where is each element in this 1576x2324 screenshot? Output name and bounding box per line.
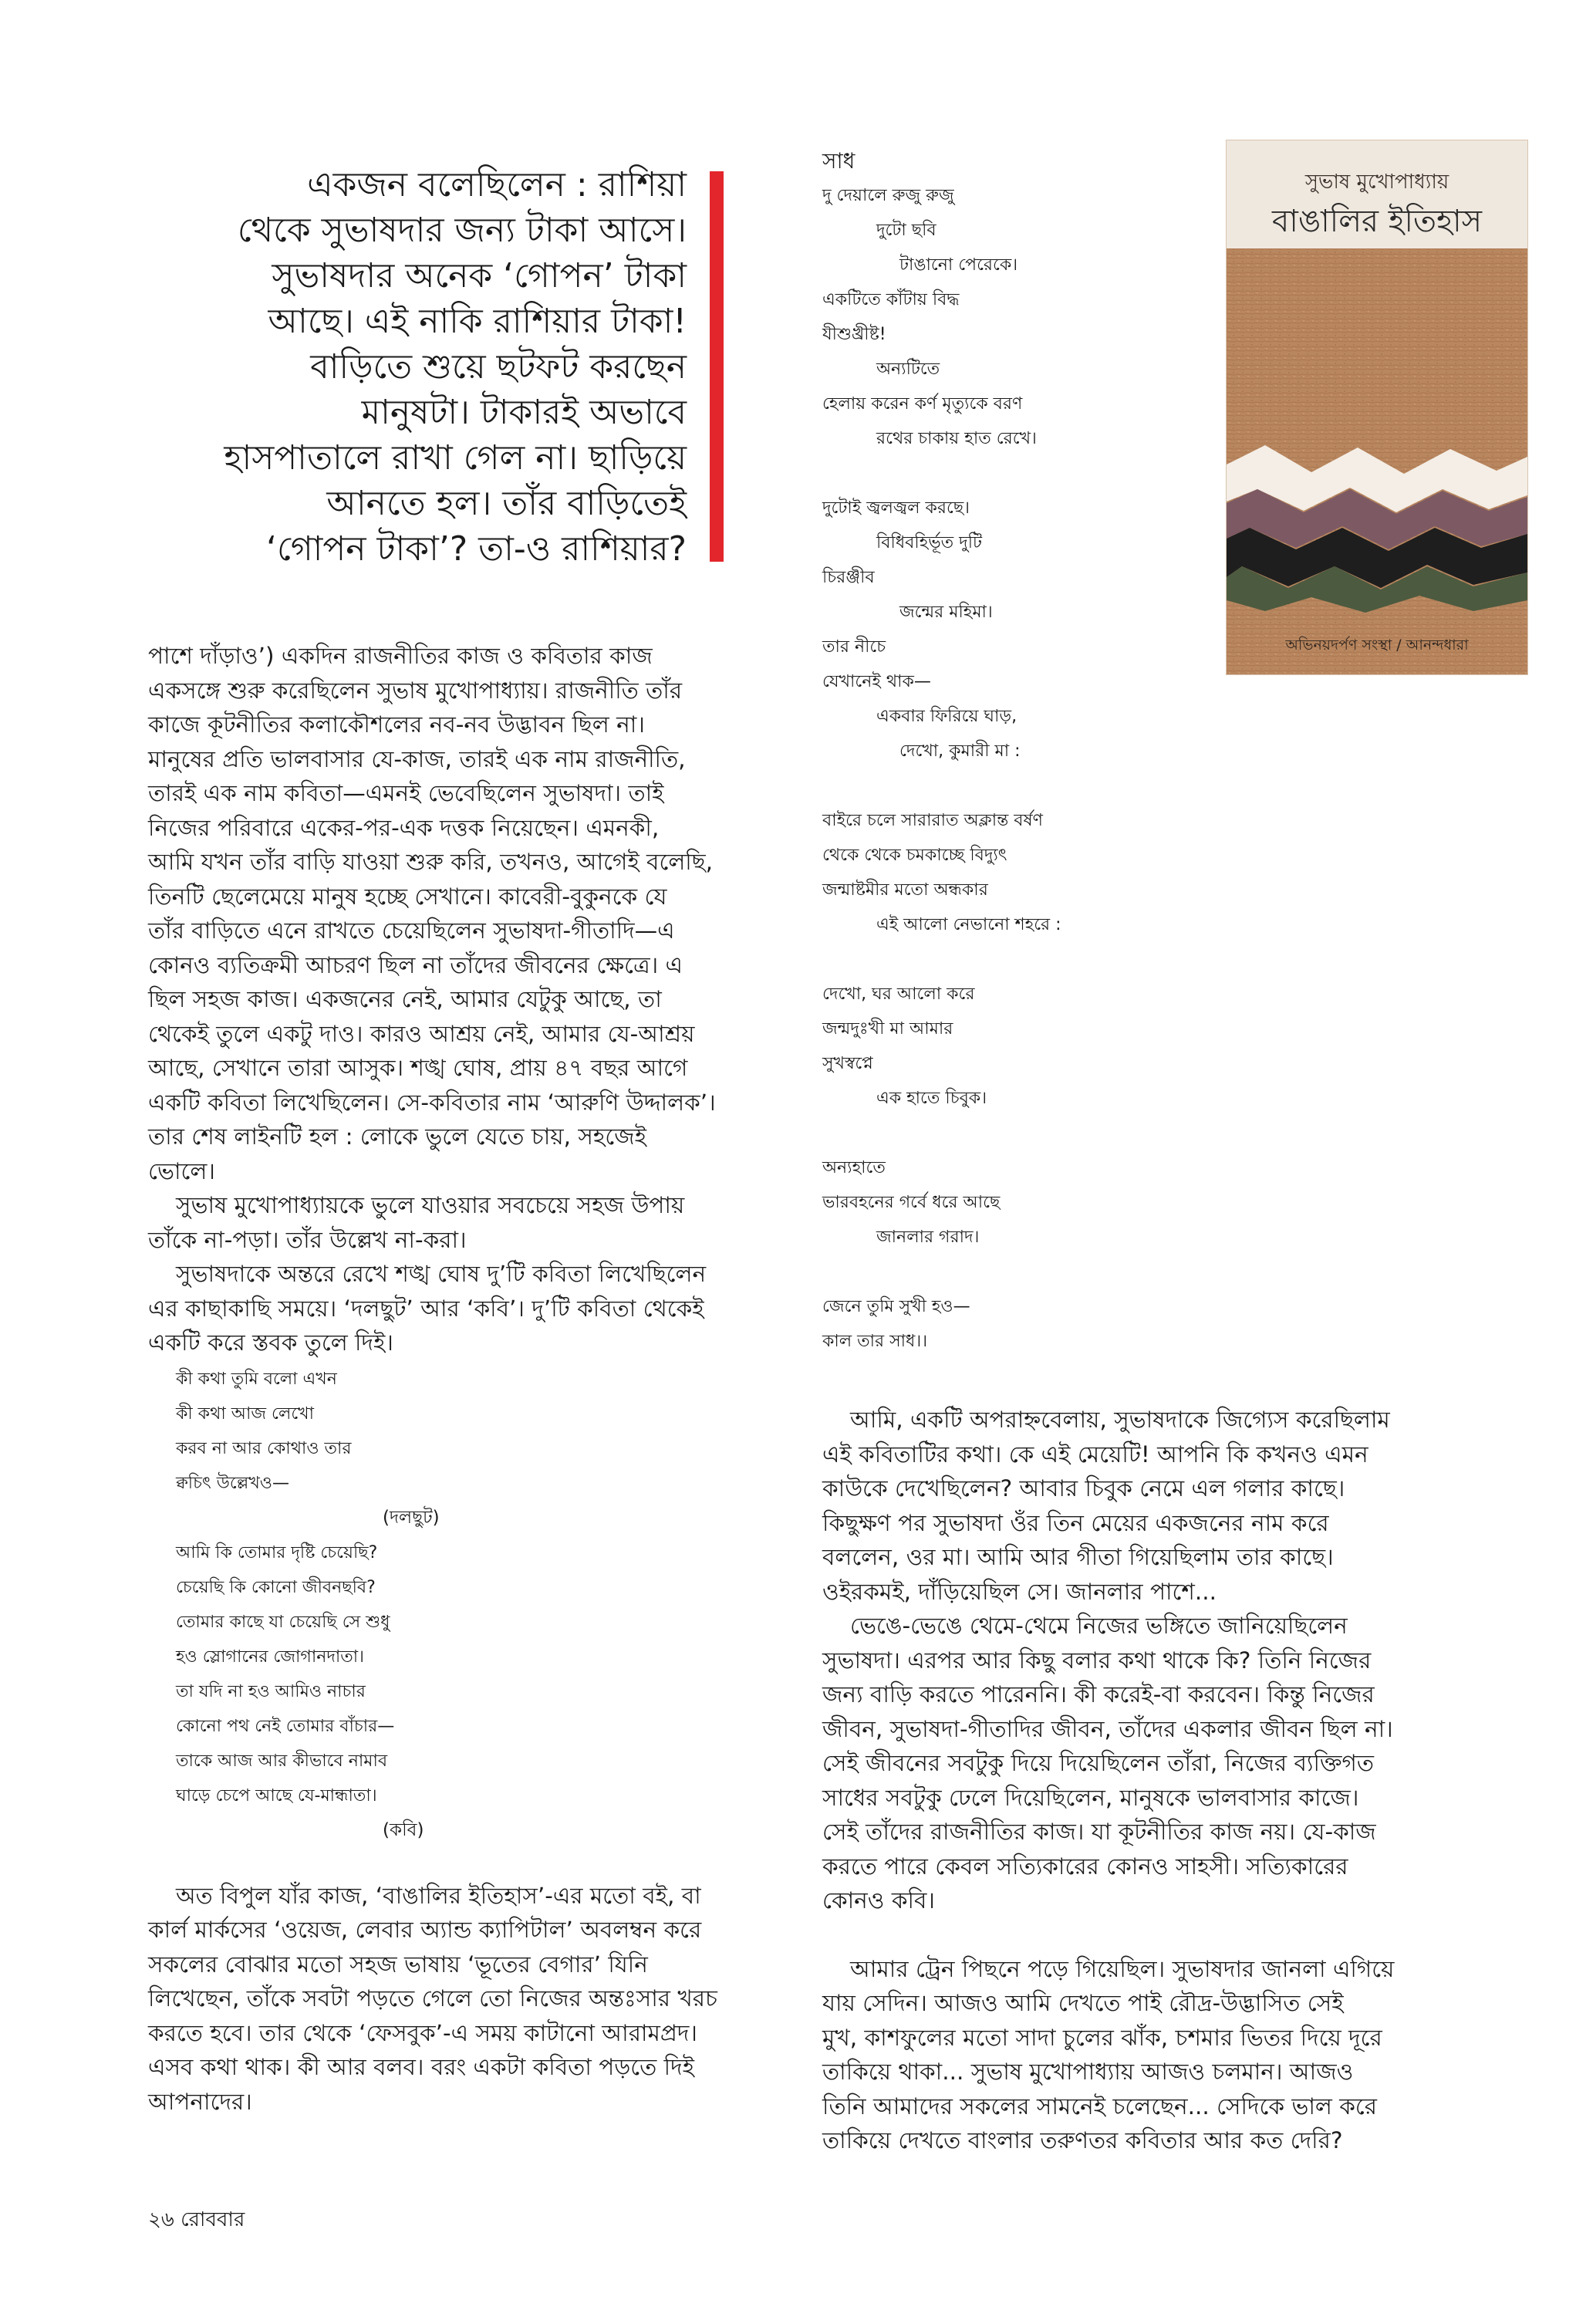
pull-quote-line: আছে। এই নাকি রাশিয়ার টাকা!: [268, 302, 687, 341]
pull-quote-accent-bar: [710, 171, 724, 562]
left-column: [148, 639, 750, 2119]
poem-line: এক হাতে চিবুক।: [876, 1089, 987, 1108]
text-line: এই কবিতাটির কথা। কে এই মেয়েটি! আপনি কি কখনও এমন: [822, 1441, 1368, 1468]
text-line: জীবন, সুভাষদা-গীতাদির জীবন, তাঁদের একলার জীবন ছিল না।: [822, 1715, 1393, 1742]
poem-line: তার নীচে: [822, 637, 886, 657]
text-line: কোনও ব্যতিক্রমী আচরণ ছিল না তাঁদের জীবনের ক্ষেত্রে। এ: [148, 951, 683, 978]
text-line: একটি কবিতা লিখেছিলেন। সে-কবিতার নাম ‘আরুণি উদ্দালক’।: [148, 1089, 716, 1116]
text-line: থেকেই তুলে একটু দাও। কারও আশ্রয় নেই, আমার যে-আশ্রয়: [148, 1020, 695, 1047]
pull-quote-line: আনতে হল। তাঁর বাড়িতেই: [326, 484, 687, 523]
pull-quote-line: সুভাষদার অনেক ‘গোপন’ টাকা: [272, 256, 687, 296]
text-line: তাকিয়ে দেখতে বাংলার তরুণতর কবিতার আর কত দেরি?: [822, 2127, 1343, 2153]
right-column-prose: [822, 1403, 1486, 2158]
poem-line: ঘাড়ে চেপে আছে যে-মান্ধাতা।: [176, 1785, 377, 1805]
poem-citation: (দলছুট): [383, 1507, 440, 1528]
poem-citation: (কবি): [383, 1819, 424, 1840]
paragraph: [148, 639, 750, 1188]
poem-line: দুটোই জ্বলজ্বল করছে।: [822, 498, 970, 518]
text-line: ভোলে।: [148, 1157, 215, 1184]
pull-quote: [185, 162, 687, 572]
text-line: নিজের পরিবারে একের-পর-এক দত্তক নিয়েছেন। এমনকী,: [148, 814, 660, 841]
text-line: তিনটি ছেলেমেয়ে মানুষ হচ্ছে সেখানে। কাবেরী-বুকুনকে যে: [148, 883, 667, 910]
text-line: তাঁকে না-পড়া। তাঁর উল্লেখ না-করা।: [148, 1226, 467, 1253]
poem-line: রথের চাকায় হাত রেখে।: [876, 429, 1037, 448]
poem-line: একবার ফিরিয়ে ঘাড়,: [876, 707, 1017, 726]
pull-quote-line: একজন বলেছিলেন : রাশিয়া: [307, 165, 687, 204]
text-line: কিছুক্ষণ পর সুভাষদা ওঁর তিন মেয়ের একজনের নাম করে: [822, 1509, 1329, 1536]
poem-line: তাকে আজ আর কীভাবে নামাব: [176, 1751, 388, 1771]
paragraph: [148, 1879, 750, 2120]
pull-quote-line: মানুষটা। টাকারই অভাবে: [361, 393, 687, 432]
poem-line: চেয়েছি কি কোনো জীবনছবি?: [176, 1577, 376, 1597]
text-line: এসব কথা থাক। কী আর বলব। বরং একটা কবিতা পড়তে দিই: [148, 2054, 694, 2080]
text-line: সুভাষ মুখোপাধ্যায়কে ভুলে যাওয়ার সবচেয়ে সহজ উপায়: [176, 1192, 685, 1218]
pull-quote-line: ‘গোপন টাকা’? তা-ও রাশিয়ার?: [266, 529, 687, 569]
text-line: কার্ল মার্কসের ‘ওয়েজ, লেবার অ্যান্ড ক্যাপিটাল’ অবলম্বন করে: [148, 1917, 702, 1943]
poem-line: কী কথা আজ লেখো: [176, 1404, 315, 1424]
poem-line: দুটো ছবি: [876, 221, 936, 240]
poem-line: টাঙানো পেরেকে।: [899, 255, 1018, 275]
text-line: মানুষের প্রতি ভালবাসার যে-কাজ, তারই এক নাম রাজনীতি,: [148, 745, 686, 772]
quoted-poem-dolchut: [148, 1362, 750, 1848]
text-line: আমি, একটি অপরাহ্নবেলায়, সুভাষদাকে জিগ্যেস করেছিলাম: [850, 1407, 1390, 1433]
poem-line: অন্যটিতে: [876, 360, 940, 379]
poem-line: ক্বচিৎ উল্লেখও—: [176, 1473, 289, 1493]
text-line: তাকিয়ে থাকা... সুভাষ মুখোপাধ্যায় আজও চলমান। আজও: [822, 2059, 1354, 2085]
poem-line: কী কথা তুমি বলো এখন: [176, 1369, 337, 1389]
poem-line: জানলার গরাদ।: [876, 1228, 980, 1247]
page-folio: ২৬ রোববার: [148, 2208, 245, 2231]
poem-line: সুখস্বপ্নে: [822, 1054, 873, 1073]
poem-line: যেখানেই থাক—: [822, 672, 931, 691]
text-line: ওইরকমই, দাঁড়িয়েছিল সে। জানলার পাশে...: [822, 1578, 1217, 1605]
text-line: যায় সেদিন। আজও আমি দেখতে পাই রৌদ্র-উদ্ভাসিত সেই: [822, 1990, 1344, 2016]
cover-publisher: অভিনয়দর্পণ সংস্থা / আনন্দধারা: [1285, 637, 1469, 654]
poem-line: একটিতে কাঁটায় বিদ্ধ: [822, 290, 960, 309]
poem-line: জন্মের মহিমা।: [899, 603, 993, 622]
poem-line: কাল তার সাধ।।: [822, 1332, 928, 1351]
text-line: করতে পারে কেবল সত্যিকারের কোনও সাহসী। সত্যিকারের: [822, 1853, 1348, 1880]
poem-sadh: [822, 144, 1061, 1359]
text-line: তার শেষ লাইনটি হল : লোকে ভুলে যেতে চায়, সহজেই: [148, 1123, 646, 1150]
text-line: তাঁর বাড়িতে এনে রাখতে চেয়েছিলেন সুভাষদা-গীতাদি—এ: [148, 917, 675, 944]
text-line: তারই এক নাম কবিতা—এমনই ভেবেছিলেন সুভাষদা। তাই: [148, 780, 664, 806]
poem-line: ভারবহনের গর্বে ধরে আছে: [822, 1193, 1001, 1212]
poem-line: দেখো, কুমারী মা :: [899, 741, 1021, 761]
text-line: করতে হবে। তার থেকে ‘ফেসবুক’-এ সময় কাটানো আরামপ্রদ।: [148, 2019, 697, 2046]
paragraph: [822, 1403, 1486, 1609]
pull-quote-line: বাড়িতে শুয়ে ছটফট করছেন: [310, 347, 687, 387]
text-line: লিখেছেন, তাঁকে সবটা পড়তে গেলে তো নিজের অন্তঃসার খরচ: [148, 1985, 717, 2012]
poem-line: অন্যহাতে: [822, 1158, 886, 1177]
text-line: বললেন, ওর মা। আমি আর গীতা গিয়েছিলাম তার কাছে।: [822, 1544, 1334, 1570]
paragraph: [822, 1952, 1486, 2158]
poem-line: দু দেয়ালে রুজু রুজু: [822, 186, 954, 205]
text-line: ভেঙে-ভেঙে থেমে-থেমে নিজের ভঙ্গিতে জানিয়েছিলেন: [850, 1613, 1348, 1639]
text-line: মুখ, কাশফুলের মতো সাদা চুলের ঝাঁক, চশমার ভিতর দিয়ে দূরে: [822, 2024, 1382, 2051]
text-line: সুভাষদাকে অন্তরে রেখে শঙ্খ ঘোষ দু’টি কবিতা লিখেছিলেন: [176, 1261, 707, 1287]
poem-line: তা যদি না হও আমিও নাচার: [176, 1681, 366, 1701]
poem-line: হেলায় করেন কর্ণ মৃত্যুকে বরণ: [822, 394, 1023, 414]
cover-author: সুভাষ মুখোপাধ্যায়: [1304, 171, 1449, 194]
poem-line: জন্মাষ্টমীর মতো অন্ধকার: [822, 880, 988, 900]
poem-line: হও স্লোগানের জোগানদাতা।: [176, 1647, 365, 1667]
poem-line: দেখো, ঘর আলো করে: [822, 985, 975, 1004]
poem-line: বিধিবহির্ভূত দুটি: [876, 533, 982, 552]
poem-line: কোনো পথ নেই তোমার বাঁচার—: [176, 1716, 395, 1736]
poem-line: চিরঞ্জীব: [822, 568, 875, 587]
pull-quote-line: হাসপাতালে রাখা গেল না। ছাড়িয়ে: [224, 438, 687, 478]
text-line: আছে, সেখানে তারা আসুক। শঙ্খ ঘোষ, প্রায় ৪৭ বছর আগে: [148, 1055, 688, 1081]
text-line: কোনও কবি।: [822, 1887, 935, 1914]
poem-line: এই আলো নেভানো শহরে :: [876, 915, 1061, 934]
poem-line: জন্মদুঃখী মা আমার: [822, 1019, 953, 1039]
text-line: সাধের সবটুকু ঢেলে দিয়েছিলেন, মানুষকে ভালবাসার কাজে।: [822, 1784, 1359, 1811]
paragraph: [148, 1188, 750, 1257]
text-line: সেই জীবনের সবটুকু দিয়ে দিয়েছিলেন তাঁরা, নিজের ব্যক্তিগত: [822, 1750, 1375, 1776]
text-line: অত বিপুল যাঁর কাজ, ‘বাঙালির ইতিহাস’-এর মতো বই, বা: [176, 1882, 701, 1909]
pull-quote-line: থেকে সুভাষদার জন্য টাকা আসে।: [237, 211, 687, 250]
text-line: জন্য বাড়ি করতে পারেননি। কী করেই-বা করবেন। কিন্তু নিজের: [822, 1681, 1375, 1708]
cover-title: বাঙালির ইতিহাস: [1271, 204, 1483, 239]
poem-title: সাধ: [822, 148, 855, 174]
poem-line: বাইরে চলে সারারাত অক্লান্ত বর্ষণ: [822, 811, 1043, 830]
text-line: আমার ট্রেন পিছনে পড়ে গিয়েছিল। সুভাষদার জানলা এগিয়ে: [850, 1955, 1395, 1982]
paragraph: [148, 1257, 750, 1360]
text-line: একসঙ্গে শুরু করেছিলেন সুভাষ মুখোপাধ্যায়। রাজনীতি তাঁর: [148, 677, 683, 704]
paragraph: [822, 1609, 1486, 1918]
poem-line: যীশুখ্রীষ্ট!: [822, 325, 886, 344]
poem-line: করব না আর কোথাও তার: [176, 1438, 352, 1458]
text-line: সেই তাঁদের রাজনীতির কাজ। যা কূটনীতির কাজ নয়। যে-কাজ: [822, 1819, 1376, 1845]
text-line: ছিল সহজ কাজ। একজনের নেই, আমার যেটুকু আছে, তা: [148, 986, 662, 1012]
poem-line: তোমার কাছে যা চেয়েছি সে শুধু: [176, 1612, 390, 1632]
book-cover-art: [1227, 140, 1527, 674]
book-cover-image: [1227, 140, 1527, 674]
text-line: কাউকে দেখেছিলেন? আবার চিবুক নেমে এল গলার কাছে।: [822, 1475, 1345, 1501]
poem-line: আমি কি তোমার দৃষ্টি চেয়েছি?: [176, 1542, 378, 1562]
text-line: সকলের বোঝার মতো সহজ ভাষায় ‘ভূতের বেগার’ যিনি: [148, 1951, 648, 1978]
text-line: তিনি আমাদের সকলের সামনেই চলেছেন... সেদিকে ভাল করে: [822, 2093, 1377, 2120]
text-line: পাশে দাঁড়াও’) একদিন রাজনীতির কাজ ও কবিতার কাজ: [148, 643, 653, 669]
poem-line: জেনে তুমি সুখী হও—: [822, 1297, 970, 1316]
text-line: সুভাষদা। এরপর আর কিছু বলার কথা থাকে কি? তিনি নিজের: [822, 1647, 1372, 1674]
poem-line: থেকে থেকে চমকাচ্ছে বিদ্যুৎ: [822, 846, 1007, 865]
text-line: এর কাছাকাছি সময়ে। ‘দলছুট’ আর ‘কবি’। দু’টি কবিতা থেকেই: [148, 1295, 704, 1322]
text-line: একটি করে স্তবক তুলে দিই।: [148, 1329, 393, 1356]
text-line: আপনাদের।: [148, 2088, 252, 2115]
text-line: আমি যখন তাঁর বাড়ি যাওয়া শুরু করি, তখনও, আগেই বলেছি,: [148, 849, 713, 875]
text-line: কাজে কূটনীতির কলাকৌশলের নব-নব উদ্ভাবন ছিল না।: [148, 711, 645, 738]
